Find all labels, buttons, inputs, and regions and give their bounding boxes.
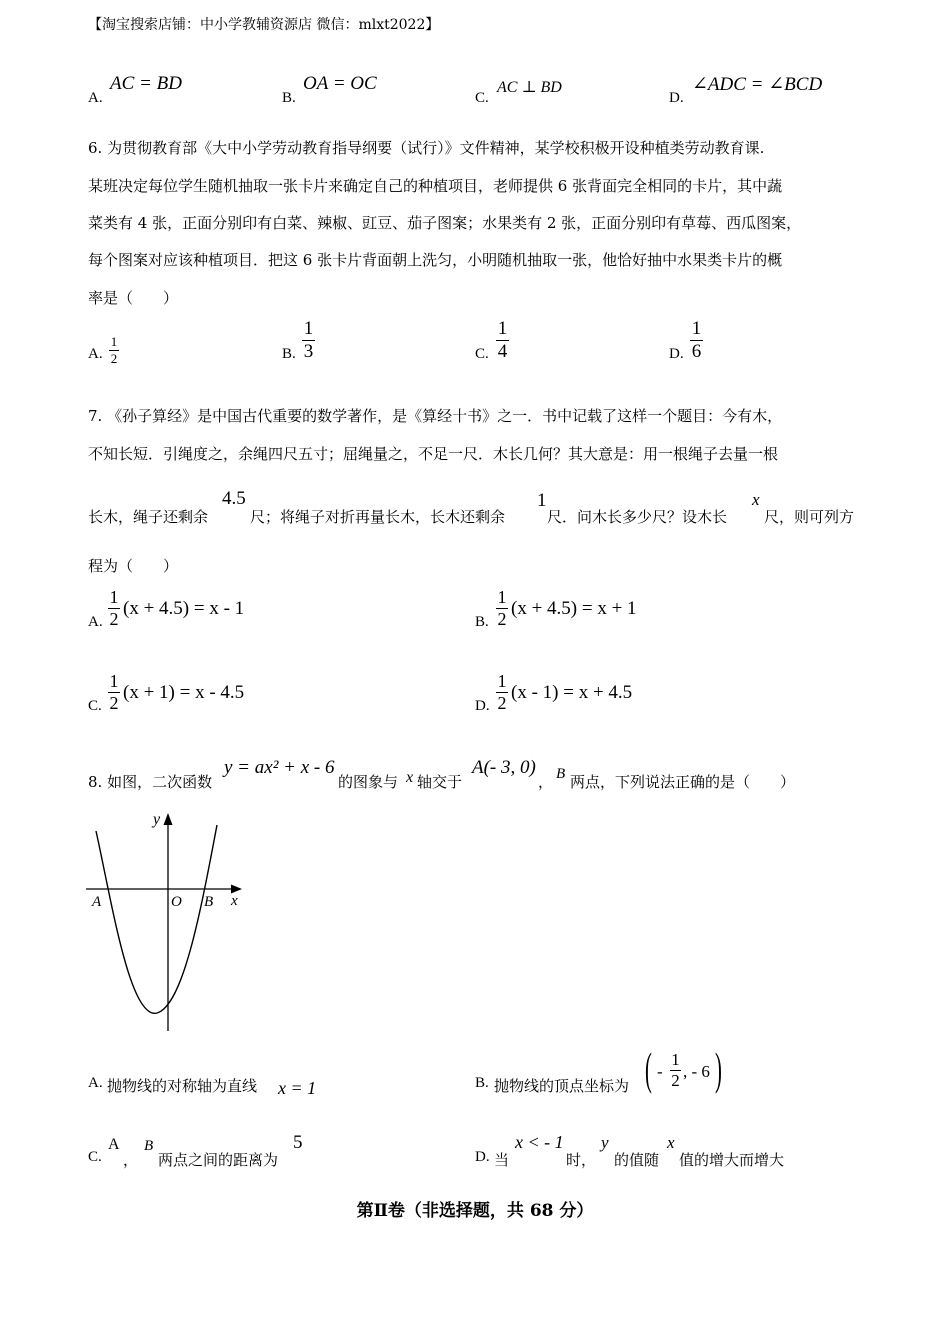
q7-line-4: 程为（ ） [88,557,179,575]
q6-option-a-fraction [109,334,119,367]
q7-option-d-den: 2 [497,693,507,713]
q6-line-2: 某班决定每位学生随机抽取一张卡片来确定自己的种植项目，老师提供 6 张背面完全相同的卡片，其中蔬 [88,177,783,195]
q7-option-c-num: 1 [109,671,119,691]
q7-option-b-den: 2 [497,609,507,629]
q6-option-c-fraction [496,318,509,363]
q7-option-d-num: 1 [497,671,507,691]
q8-x-var: x [406,769,414,786]
q6-option-b-label: B. [282,346,296,362]
q8-option-c-point-b: B [144,1138,154,1154]
q6-option-c-num: 1 [497,318,508,339]
q8-option-d-cond: x < - 1 [515,1132,564,1152]
q6-option-c-label: C. [475,346,489,362]
q8-option-a-label: A. [88,1075,103,1091]
y-axis-arrow [164,813,173,825]
graph-a-label: A [92,894,102,910]
q8-option-b-fraction [670,1050,681,1091]
q8-prefix: 8. 如图，二次函数 [88,773,213,791]
q7-option-a-num: 1 [109,587,119,607]
q8-option-d-pre: 当 [494,1151,510,1169]
q7-option-a-label: A. [88,614,103,630]
q5-option-c-label: C. [475,90,489,106]
q8-option-c-point-a: A [108,1136,120,1153]
parabola-graph [80,805,250,1040]
q8-option-d-t1: 时， [566,1151,597,1169]
section-2-title: 第Ⅱ卷（非选择题，共 68 分） [356,1201,594,1221]
q6-option-c-den: 4 [497,341,508,362]
q7-option-b-num: 1 [497,587,507,607]
q7-var-x: x [752,490,760,509]
q6-line-1: 6. 为贯彻教育部《大中小学劳动教育指导纲要（试行）》文件精神，某学校积极开设种植类劳动教育课. [88,139,765,157]
q6-line-5: 率是（ ） [88,289,179,307]
q6-line-4: 每个图案对应该种植项目．把这 6 张卡片背面朝上洗匀，小明随机抽取一张，他恰好抽中水果类卡片的概 [88,251,783,269]
q6-option-b-den: 3 [303,341,314,362]
q8-option-b-den: 2 [671,1071,680,1090]
q8-mid-2: 轴交于 [417,773,463,791]
q8-option-d-t2: 的值随 [614,1151,660,1169]
q7-value-4-5: 4.5 [222,488,246,509]
q8-option-d-label: D. [475,1149,490,1165]
q6-option-d-label: D. [669,346,684,362]
q8-option-b-text: 抛物线的顶点坐标为 [494,1077,630,1095]
q7-line-1: 7. 《孙子算经》是中国古代重要的数学著作，是《算经十书》之一．书中记载了这样一个题目：今有木， [88,407,783,425]
q7-option-d-fraction [496,671,508,714]
graph-b-label: B [204,894,214,910]
q6-option-d-den: 6 [691,341,702,362]
q8-option-d-y-var: y [601,1133,609,1152]
q8-comma: ， [538,773,554,791]
q7-value-1: 1 [537,490,547,511]
q6-option-b-num: 1 [303,318,314,339]
q6-option-b-fraction [302,318,315,363]
q7-line-2: 不知长短．引绳度之，余绳四尺五寸；屈绳量之，不足一尺．木长几何？其大意是：用一根绳子去量一根 [88,445,779,463]
q7-line-3-part-a: 长木，绳子还剩余 [88,508,209,526]
q7-option-b-expr: (x + 4.5) = x + 1 [511,598,637,619]
q8-point-b: B [556,766,566,782]
q5-option-d-expr: ∠ADC = ∠BCD [692,74,823,95]
q7-option-a-fraction [108,587,120,630]
q7-option-d-label: D. [475,698,490,714]
shop-header: 【淘宝搜索店铺：中小学教辅资源店 微信：mlxt2022】 [88,17,440,33]
q6-line-3: 菜类有 4 张，正面分别印有白菜、辣椒、豇豆、茄子图案；水果类有 2 张，正面分别印有草莓、西瓜图案， [88,214,802,232]
q8-function: y = ax² + x - 6 [224,757,335,778]
q8-option-b-sign: - [657,1062,663,1081]
q6-option-d-num: 1 [691,318,702,339]
q8-option-c-text: 两点之间的距离为 [158,1151,279,1169]
q5-option-a-expr: AC = BD [110,73,182,94]
q8-option-b-num: 1 [671,1050,680,1069]
q8-option-d-x-var: x [667,1133,675,1152]
q8-mid-1: 的图象与 [338,773,399,791]
q8-option-a-expr: x = 1 [278,1078,317,1098]
q5-option-b-expr: OA = OC [303,73,377,94]
q8-option-c-value: 5 [293,1132,303,1153]
q7-line-3-part-b: 尺；将绳子对折再量长木，长木还剩余 [250,508,506,526]
q5-option-a-label: A. [88,90,103,106]
q7-option-a-den: 2 [109,609,119,629]
q7-option-c-fraction [108,671,120,714]
q7-option-a-expr: (x + 4.5) = x - 1 [123,598,245,619]
q5-option-b-label: B. [282,90,296,106]
graph-y-label: y [153,811,161,828]
q8-point-a: A(- 3, 0) [472,757,536,778]
graph-x-label: x [231,893,238,909]
q5-option-d-label: D. [669,90,684,106]
q8-option-b-close-paren: ) [715,1043,722,1094]
q8-option-d-t3: 值的增大而增大 [679,1151,785,1169]
q7-option-b-fraction [496,587,508,630]
q6-option-a-den: 2 [110,351,118,366]
q6-option-a-label: A. [88,346,103,362]
q8-option-b-label: B. [475,1075,489,1091]
q8-suffix: 两点，下列说法正确的是（ ） [570,773,796,791]
q7-option-c-den: 2 [109,693,119,713]
q7-line-3-part-c: 尺．问木长多少尺？设木长 [547,508,728,526]
q8-option-b-open-paren: ( [645,1043,652,1094]
graph-origin-label: O [171,894,182,910]
q7-option-c-label: C. [88,698,102,714]
q7-option-c-expr: (x + 1) = x - 4.5 [123,682,245,703]
q6-option-a-num: 1 [110,334,118,349]
q5-option-c-expr: AC ⊥ BD [497,79,562,96]
q6-option-d-fraction [690,318,703,363]
q7-option-d-expr: (x - 1) = x + 4.5 [511,682,633,703]
q7-option-b-label: B. [475,614,489,630]
q8-option-c-label: C. [88,1149,102,1165]
q8-option-b-rest: , - 6 [683,1062,710,1081]
q7-line-3-part-d: 尺，则可列方 [764,508,855,526]
q8-option-a-text: 抛物线的对称轴为直线 [107,1077,258,1095]
parabola-curve [96,825,217,1013]
q8-option-c-sep: ， [123,1151,139,1169]
